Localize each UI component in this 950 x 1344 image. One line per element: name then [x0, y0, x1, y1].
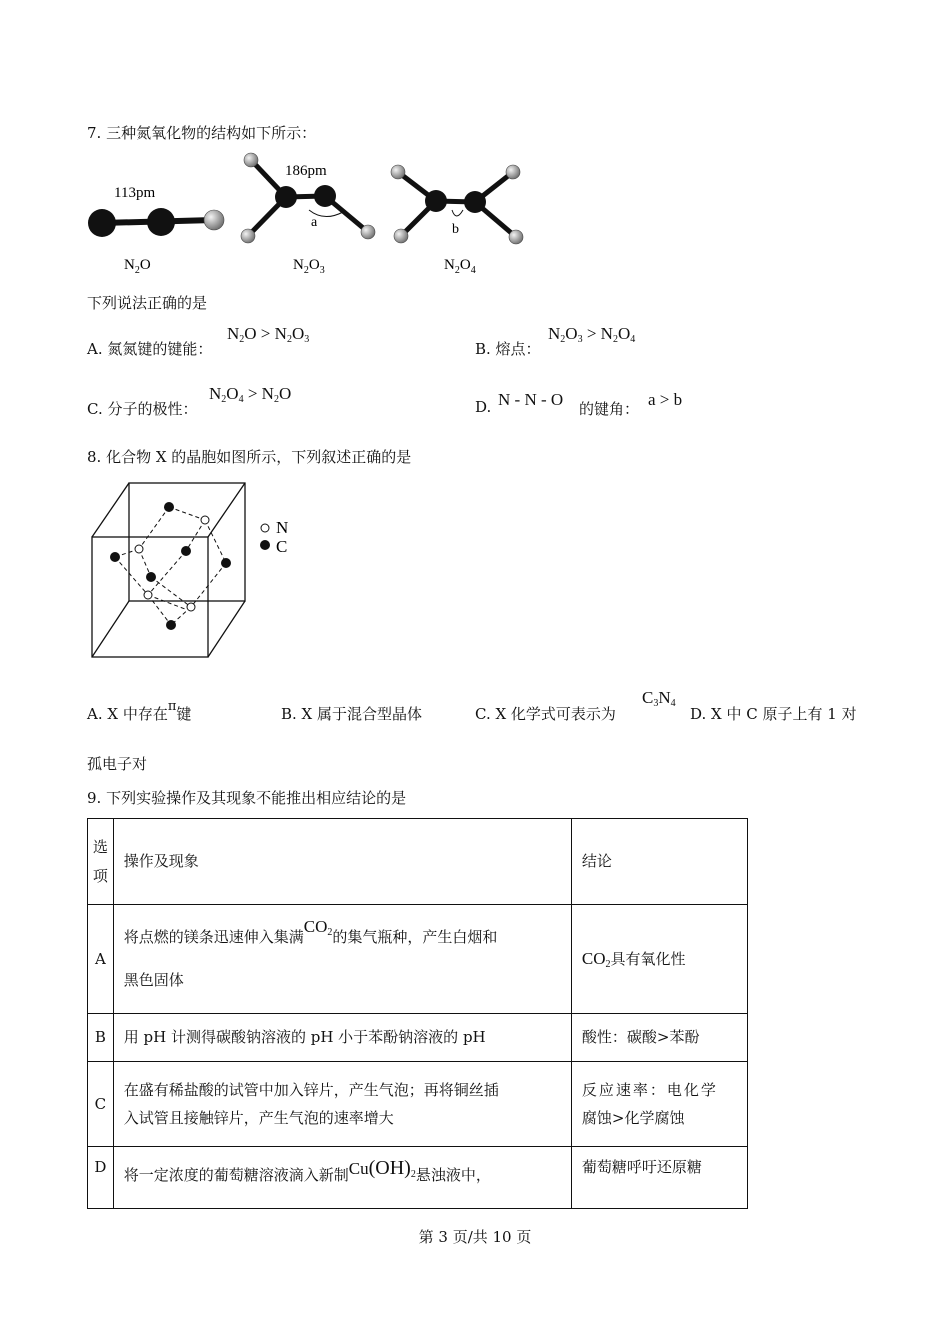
- row-c-operation: 在盛有稀盐酸的试管中加入锌片，产生气泡；再将铜丝插 入试管且接触锌片，产生气泡的速率增大: [113, 1062, 571, 1147]
- header-operation: 操作及现象: [113, 819, 571, 905]
- q7-option-d-label: D.: [475, 398, 492, 416]
- row-d-operation: 将一定浓度的葡萄糖溶液滴入新制$Cu(OH)_2$悬浊液中，: [113, 1147, 571, 1209]
- table-row-d: [88, 1147, 748, 1209]
- row-a-option: A: [88, 905, 114, 1014]
- q9-title: 9. 下列实验操作及其现象不能推出相应结论的是: [87, 789, 407, 807]
- crystal-cell-diagram: [85, 475, 305, 665]
- row-d-conclusion: 葡萄糖呼吁还原糖: [571, 1147, 747, 1209]
- q8-option-d-cont: 孤电子对: [87, 755, 148, 773]
- legend-c-label: C: [276, 537, 288, 556]
- table-row-c: [88, 1062, 748, 1147]
- q7-option-b-label: B. 熔点：: [475, 340, 541, 358]
- q7-stem: 下列说法正确的是: [87, 294, 208, 312]
- row-b-option: B: [88, 1014, 114, 1062]
- q8-option-c-formula: $C_3N_4$: [642, 688, 676, 709]
- table-row-a: [88, 905, 748, 1014]
- row-a-conclusion: $CO_2$具有氧化性: [571, 905, 747, 1014]
- n2o-label: $N_2O$: [124, 257, 151, 276]
- row-b-conclusion: 酸性：碳酸>苯酚: [571, 1014, 747, 1062]
- q8-option-b: B. X 属于混合型晶体: [281, 705, 423, 723]
- q7-option-c-label: C. 分子的极性：: [87, 400, 198, 418]
- row-d-option: D: [88, 1147, 114, 1209]
- q7-option-a-formula: $N_2O > N_2O_3$: [227, 324, 310, 345]
- n2o4-label: $N_2O_4$: [444, 257, 476, 276]
- header-option: 选 项: [88, 819, 114, 905]
- q7-option-d-text: 的键角：: [579, 400, 640, 418]
- q8-option-c-label: C. X 化学式可表示为: [475, 705, 616, 723]
- n2o3-bond-length: 186pm: [285, 163, 327, 179]
- q7-option-d-bond: N - N - O: [498, 390, 564, 409]
- q7-option-b-formula: $N_2O_3 > N_2O_4$: [548, 324, 636, 345]
- row-c-conclusion: 反应速率：电化学 腐蚀>化学腐蚀: [571, 1062, 747, 1147]
- q8-option-a: A. X 中存在π键: [87, 699, 192, 723]
- nitrogen-oxide-structures: [80, 150, 540, 280]
- row-a-operation: 将点燃的镁条迅速伸入集满$CO_2$的集气瓶种，产生白烟和 黑色固体: [113, 905, 571, 1014]
- q8-option-d: D. X 中 C 原子上有 1 对: [690, 705, 857, 723]
- q7-option-c-formula: $N_2O_4 > N_2O$: [209, 384, 292, 405]
- q7-option-a-label: A. 氮氮键的键能：: [87, 340, 213, 358]
- legend-n-label: N: [276, 518, 289, 537]
- table-header-row: [88, 819, 748, 905]
- angle-b-label: b: [452, 222, 459, 237]
- table-row-b: [88, 1014, 748, 1062]
- n2o3-molecule: [241, 153, 375, 276]
- n2o3-label: $N_2O_3$: [293, 257, 325, 276]
- legend-n-marker: [261, 524, 269, 532]
- row-b-operation: 用 pH 计测得碳酸钠溶液的 pH 小于苯酚钠溶液的 pH: [113, 1014, 571, 1062]
- n2o4-molecule: [391, 165, 523, 276]
- q7-title: 7. 三种氮氧化物的结构如下所示：: [87, 124, 317, 142]
- row-c-option: C: [88, 1062, 114, 1147]
- q7-option-d-compare: a > b: [648, 390, 683, 409]
- legend-c-marker: [260, 540, 270, 550]
- q8-title: 8. 化合物 X 的晶胞如图所示，下列叙述正确的是: [87, 448, 412, 466]
- page-footer: 第 3 页/共 10 页: [418, 1228, 532, 1246]
- angle-a-label: a: [311, 215, 318, 230]
- experiment-table: [87, 818, 748, 1209]
- n2o-bond-length: 113pm: [114, 185, 156, 201]
- header-conclusion: 结论: [571, 819, 747, 905]
- n2o-molecule: [88, 185, 224, 276]
